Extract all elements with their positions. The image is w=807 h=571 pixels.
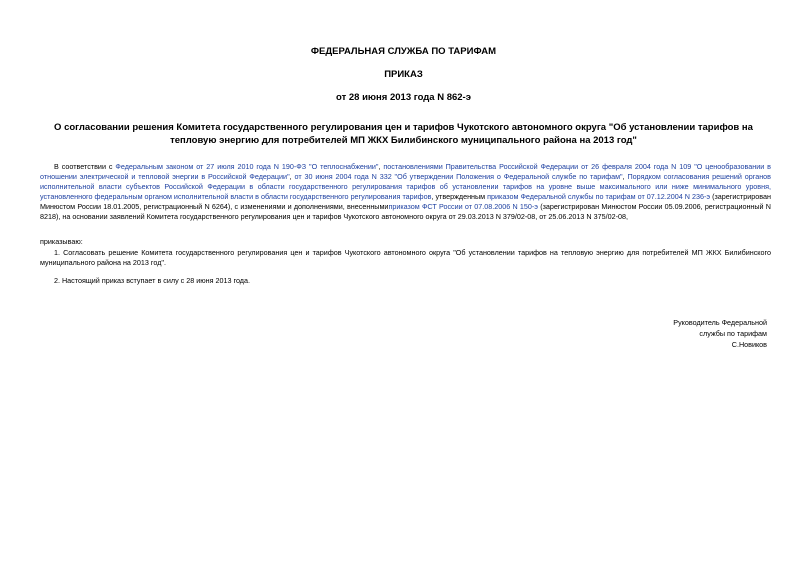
preamble-paragraph <box>40 162 771 223</box>
approval-procedure-link[interactable]: Порядком согласования решений органов исполнительной власти субъектов Российской Федерации в области государственного регулирования тарифов об установлении тарифов на уровне выше максимального или ниже минимального уровня, установленного федеральным органом исполнительной власти в области государственного регулирования тарифов <box>40 172 771 202</box>
fst-order-236-link[interactable]: приказом Федеральной службы по тарифам от 07.12.2004 N 236-э <box>487 192 711 202</box>
government-decree-332-link[interactable]: от 30 июня 2004 года N 332 "Об утверждении Положения о Федеральной службе по тарифам" <box>294 172 623 182</box>
signature-position-line1: Руководитель Федеральной <box>673 318 767 327</box>
preamble-text: , <box>289 172 295 182</box>
federal-law-link[interactable]: Федеральным законом от 27 июля 2010 года N 190-ФЗ "О теплоснабжении" <box>115 162 379 171</box>
document-type: ПРИКАЗ <box>384 69 423 80</box>
government-decree-109-link[interactable]: постановлениями Правительства Российской Федерации от 26 февраля 2004 года N 109 "О ценообразовании в отношении электрической и тепловой энергии в Российской Федерации" <box>40 162 771 182</box>
preamble-text: , утвержденным <box>431 192 488 202</box>
preamble-text: , <box>622 172 628 182</box>
fst-order-150-link[interactable]: приказом ФСТ России от 07.08.2006 N 150-э <box>388 202 538 212</box>
preamble-text: (зарегистрирован Минюстом России 18.01.2005, регистрационный N 6264), с изменениями и дополнениями, внесенными <box>40 192 771 212</box>
order-item-2: 2. Настоящий приказ вступает в силу с 28 июня 2013 года. <box>54 276 250 285</box>
order-word: приказываю: <box>40 237 83 246</box>
agency-name: ФЕДЕРАЛЬНАЯ СЛУЖБА ПО ТАРИФАМ <box>310 46 497 57</box>
document-date-number: от 28 июня 2013 года N 862-э <box>336 92 471 103</box>
document-title: О согласовании решения Комитета государственного регулирования цен и тарифов Чукотского автономного округа "Об установлении тарифов на тепловую энергию для потребителей МП ЖКХ Билибинского муниципального района на 2013 год" <box>54 122 753 146</box>
signature-name: С.Новиков <box>731 340 767 349</box>
signature-position-line2: службы по тарифам <box>699 329 767 338</box>
preamble-text: В соответствии с <box>54 162 116 171</box>
preamble-text: , <box>378 162 384 171</box>
order-item-1: 1. Согласовать решение Комитета государственного регулирования цен и тарифов Чукотского автономного округа "Об установлении тарифов на тепловую энергию для потребителей МП ЖКХ Билибинского муниципального района на 2013 год". <box>40 248 771 268</box>
preamble-text: (зарегистрирован Минюстом России 05.09.2006, регистрационный N 8218), на основании заявлений Комитета государственного регулирования цен и тарифов Чукотского автономного округа от 29.03.2013 N 379/02-08, от 25.06.2013 N 375/02-08, <box>40 202 771 222</box>
